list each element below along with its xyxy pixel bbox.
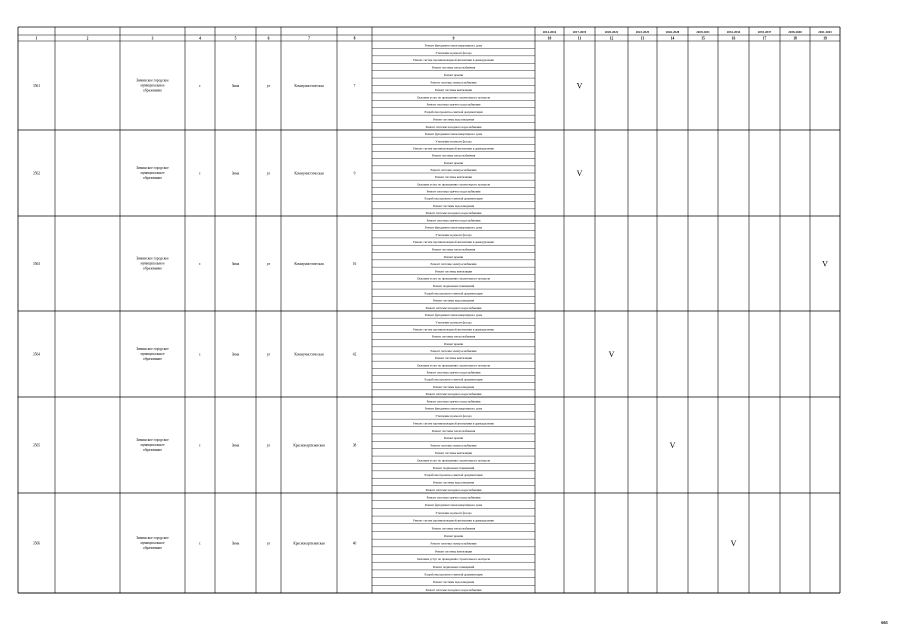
column-number: 18 (793, 36, 797, 41)
column-number: 17 (762, 36, 767, 41)
work-item: Оказание услуг по проведению строительного контроля (417, 95, 490, 100)
work-item: Ремонт системы горячего водоснабжения (426, 495, 481, 500)
work-item: Ремонт систем противопожарной автоматики и дымоудаления (413, 518, 494, 523)
column-number: 10 (547, 36, 552, 41)
work-item: Ремонт системы теплоснабжения (431, 65, 476, 70)
house-number: 7 (353, 84, 356, 88)
period-header: 2023-2025 (635, 30, 650, 34)
street-type: ул (266, 352, 271, 357)
record-id: 3564 (32, 352, 41, 357)
work-item: Ремонт систем противопожарной автоматики и дымоудаления (413, 146, 494, 151)
municipality-name-line: Зиминское городское (136, 347, 169, 351)
settlement-name: Зима (231, 443, 240, 448)
work-item: Ремонт системы теплоснабжения (431, 428, 476, 433)
work-item: Ремонт крыши (443, 534, 464, 538)
work-item: Разработка проектно-сметной документации (424, 377, 483, 382)
work-item: Ремонт крыши (443, 73, 464, 78)
record-id: 3563 (32, 262, 41, 266)
work-item: Ремонт системы водоотведения (433, 298, 474, 303)
work-item: Ремонт системы горячего водоснабжения (426, 218, 481, 223)
work-item: Ремонт системы горячего водоснабжения (426, 370, 481, 375)
period-header: 2041-2043 (818, 30, 832, 34)
settlement-name: Зима (231, 84, 240, 88)
municipality-name-line: Зиминское городское (136, 166, 169, 170)
work-item: Ремонт системы водоотведения (433, 384, 474, 389)
record-id: 3562 (32, 171, 41, 176)
work-item: Ремонт системы электроснабжения (430, 262, 477, 267)
work-item: Ремонт фундамента многоквартирного дома (424, 406, 483, 411)
work-item: Ремонт системы горячего водоснабжения (426, 102, 481, 107)
settlement-type: г. (199, 171, 201, 176)
work-item: Ремонт подвальных помещений (432, 284, 475, 289)
house-number: 42 (352, 352, 357, 357)
municipality-name-line: Зиминское городское (136, 256, 169, 261)
settlement-name: Зима (231, 171, 240, 176)
settlement-type: г. (199, 443, 201, 448)
work-item: Ремонт фундамента многоквартирного дома (424, 503, 483, 508)
street-type: ул (266, 262, 271, 266)
work-item: Ремонт фундамента многоквартирного дома (424, 132, 483, 137)
work-item: Ремонт системы вентиляции (434, 175, 473, 180)
work-item: Ремонт системы холодного водоснабжения (425, 124, 482, 129)
record-id: 3565 (32, 443, 41, 448)
street-name: Коммунистическая (294, 84, 324, 88)
work-item: Утепление и ремонт фасада (435, 139, 472, 144)
street-name: Краснопартизанская (293, 541, 325, 546)
column-number: 7 (308, 36, 310, 41)
work-item: Ремонт фундамента многоквартирного дома (424, 313, 483, 318)
municipality-name-line: муниципальное (140, 171, 165, 175)
municipality-name-line: муниципальное (140, 443, 165, 447)
municipality-name-line: образование (143, 176, 162, 180)
work-item: Утепление и ремонт фасада (435, 510, 472, 515)
work-item: Оказание услуг по проведению строительного контроля (417, 363, 490, 368)
column-number: 13 (640, 36, 645, 41)
period-mark: V (822, 259, 828, 269)
street-type: ул (266, 171, 271, 176)
municipality-name-line: Зиминское городское (136, 536, 169, 540)
work-item: Утепление и ремонт фасада (435, 414, 472, 419)
period-mark: V (669, 441, 676, 450)
municipality-name-line: муниципальное (140, 261, 165, 266)
work-item: Ремонт крыши (443, 254, 464, 259)
settlement-type: г. (199, 84, 201, 88)
period-header: 2017-2019 (572, 30, 587, 34)
work-item: Ремонт крыши (443, 341, 464, 346)
work-item: Разработка проектно-сметной документации (424, 291, 483, 296)
work-item: Оказание услуг по проведению строительного контроля (417, 458, 490, 463)
work-item: Ремонт фундамента многоквартирного дома (424, 43, 483, 48)
work-item: Ремонт системы вентиляции (434, 269, 473, 274)
settlement-name: Зима (231, 541, 240, 546)
column-number: 5 (234, 36, 237, 41)
work-item: Ремонт системы электроснабжения (430, 80, 477, 85)
municipality-name-line: Зиминское городское (136, 438, 169, 442)
street-type: ул (266, 443, 271, 448)
work-item: Ремонт системы холодного водоснабжения (425, 587, 482, 592)
settlement-name: Зима (231, 262, 240, 266)
column-number: 19 (823, 36, 827, 41)
work-item: Ремонт подвальных помещений (432, 564, 475, 569)
work-item: Ремонт систем противопожарной автоматики и дымоудаления (413, 58, 494, 63)
period-mark: V (576, 81, 583, 91)
municipality-name-line: муниципальное (140, 352, 165, 356)
work-item: Ремонт системы холодного водоснабжения (425, 305, 482, 310)
period-header: 2014-2016 (542, 30, 557, 34)
house-number: 9 (353, 171, 356, 176)
work-item: Ремонт системы теплоснабжения (431, 526, 476, 531)
street-name: Коммунистическая (294, 262, 324, 266)
work-item: Ремонт системы горячего водоснабжения (426, 399, 481, 404)
work-item: Ремонт подвальных помещений (432, 465, 475, 470)
work-item: Ремонт системы теплоснабжения (431, 247, 476, 252)
municipality-name-line: муниципальное (140, 83, 165, 88)
work-item: Ремонт системы электроснабжения (430, 167, 477, 172)
column-number: 16 (731, 36, 736, 41)
work-item: Ремонт системы теплоснабжения (431, 334, 476, 339)
work-item: Ремонт системы вентиляции (434, 451, 473, 456)
work-item: Ремонт системы водоотведения (433, 203, 474, 208)
page-number: 661 (881, 620, 888, 625)
period-header: 2026-2028 (665, 30, 680, 34)
municipality-name-line: муниципальное (140, 541, 165, 545)
work-item: Ремонт системы электроснабжения (430, 348, 477, 353)
work-item: Ремонт системы холодного водоснабжения (425, 487, 482, 492)
street-type: ул (266, 541, 271, 546)
work-item: Оказание услуг по проведению строительного контроля (417, 557, 490, 562)
record-id: 3561 (32, 84, 41, 88)
work-item: Ремонт крыши (443, 436, 464, 441)
work-item: Ремонт системы водоотведения (433, 480, 474, 485)
period-header: 2038-2040 (788, 30, 802, 34)
column-number: 14 (670, 36, 675, 41)
municipality-name-line: образование (143, 448, 162, 452)
column-number: 1 (35, 36, 38, 41)
column-number: 11 (577, 36, 582, 41)
street-type: ул (266, 84, 271, 88)
work-item: Ремонт системы вентиляции (434, 87, 473, 92)
work-item: Утепление и ремонт фасада (435, 232, 472, 237)
work-item: Ремонт системы теплоснабжения (431, 153, 476, 158)
work-item: Ремонт системы холодного водоснабжения (425, 391, 482, 396)
column-number: 9 (452, 36, 455, 41)
work-item: Разработка проектно-сметной документации (424, 473, 483, 478)
period-mark: V (608, 350, 615, 359)
municipality-name-line: образование (143, 266, 162, 271)
municipality-name-line: Зиминское городское (136, 78, 169, 83)
column-number: 2 (86, 36, 89, 41)
street-name: Коммунистическая (294, 352, 324, 357)
work-item: Ремонт фундамента многоквартирного дома (424, 225, 483, 230)
work-item: Ремонт системы водоотведения (433, 117, 474, 122)
column-number: 4 (199, 36, 201, 41)
settlement-name: Зима (231, 352, 240, 357)
house-number: 40 (352, 541, 357, 546)
settlement-type: г. (199, 352, 201, 357)
work-item: Ремонт системы вентиляции (434, 356, 473, 361)
work-item: Разработка проектно-сметной документации (424, 196, 483, 201)
work-item: Оказание услуг по проведению строительного контроля (417, 182, 490, 187)
period-mark: V (576, 169, 583, 178)
municipality-name-line: образование (143, 88, 162, 93)
period-header: 2020-2022 (604, 30, 619, 34)
work-item: Ремонт системы электроснабжения (430, 541, 477, 546)
settlement-type: г. (199, 541, 201, 546)
municipality-name-line: образование (143, 546, 162, 550)
column-number: 8 (353, 36, 356, 41)
work-item: Утепление и ремонт фасада (435, 50, 472, 55)
work-item: Ремонт системы холодного водоснабжения (425, 210, 482, 215)
work-item: Ремонт систем противопожарной автоматики и дымоудаления (413, 421, 494, 426)
period-mark: V (730, 539, 737, 548)
work-item: Ремонт систем противопожарной автоматики и дымоудаления (413, 327, 494, 332)
work-item: Ремонт системы вентиляции (434, 549, 473, 554)
work-item: Оказание услуг по проведению строительного контроля (417, 276, 490, 281)
column-number: 3 (151, 36, 154, 41)
house-number: 16 (352, 262, 357, 266)
street-name: Коммунистическая (294, 171, 324, 176)
work-item: Ремонт системы горячего водоснабжения (426, 189, 481, 194)
work-item: Разработка проектно-сметной документации (424, 572, 483, 577)
period-header: 2032-2034 (726, 30, 741, 34)
work-item: Ремонт системы водоотведения (433, 580, 474, 585)
record-id: 3566 (32, 541, 41, 546)
municipality-name-line: образование (143, 357, 162, 361)
house-number: 38 (352, 443, 357, 448)
work-item: Разработка проектно-сметной документации (424, 110, 483, 115)
street-name: Краснопартизанская (293, 443, 325, 448)
period-header: 2029-2031 (696, 30, 710, 34)
column-number: 6 (267, 36, 270, 41)
work-item: Утепление и ремонт фасада (435, 320, 472, 325)
settlement-type: г. (199, 262, 201, 266)
work-item: Ремонт систем противопожарной автоматики и дымоудаления (413, 240, 494, 245)
column-number: 12 (609, 36, 614, 41)
period-header: 2035-2037 (757, 30, 772, 34)
column-number: 15 (701, 36, 705, 41)
work-item: Ремонт системы электроснабжения (430, 443, 477, 448)
work-item: Ремонт крыши (443, 160, 464, 165)
